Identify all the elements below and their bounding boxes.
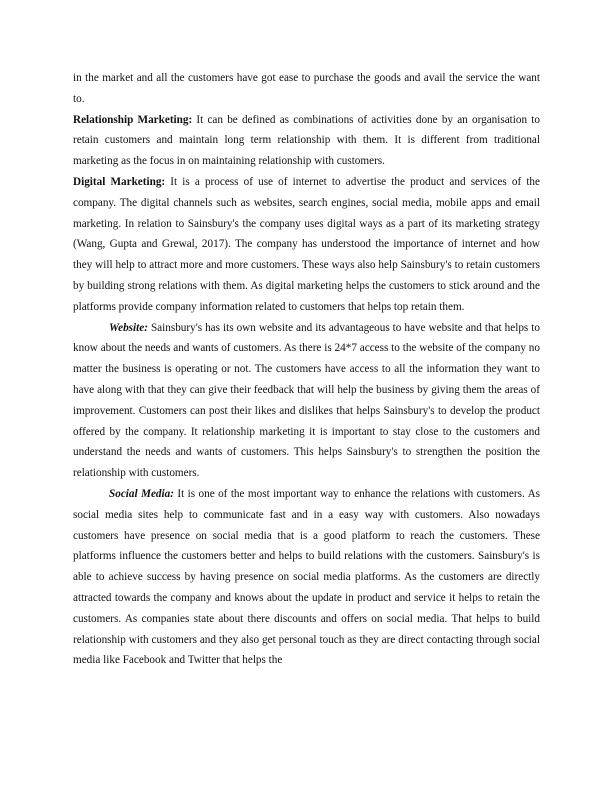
digital-marketing-heading: Digital Marketing: [73,175,166,188]
paragraph-digital-marketing [73,172,540,318]
paragraph-text: It is one of the most important way to enhance the relations with customers. As social media sites help to communicate fast and in a easy way with customers. Also nowadays customers have presence on social media that is a good platform to reach the customers. These platforms influence the customers better and helps to build relations with the customers. Sainsbury's is able to achieve success by having presence on social media platforms. As the customers are directly attracted towards the company and knows about the update in product and service it helps to retain the customers. As companies state about there discounts and offers on social media. That helps to build relationship with customers and they also get personal touch as they are direct contacting through social media like Facebook and Twitter that helps the [73,487,540,667]
paragraph-text: Sainsbury's has its own website and its advantageous to have website and that helps to know about the needs and wants of customers. As there is 24*7 access to the website of the company no matter the business is operating or not. The customers have access to all the information they want to have along with that they can give their feedback that will help the business by giving them the areas of improvement. Customers can post their likes and dislikes that helps Sainsbury's to develop the product offered by the company. It relationship marketing it is important to stay close to the customers and understand the needs and wants of customers. This helps Sainsbury's to strengthen the position the relationship with customers. [73,321,540,480]
document-page [73,68,540,671]
social-media-heading: Social Media: [109,487,174,500]
paragraph-website [73,318,540,484]
paragraph-text: in the market and all the customers have got ease to purchase the goods and avail the service the want to. [73,72,540,105]
paragraph-intro-continuation [73,68,540,110]
paragraph-relationship-marketing [73,110,540,172]
paragraph-social-media [73,484,540,671]
paragraph-text: It can be defined as combinations of activities done by an organisation to retain customers and maintain long term relationship with them. It is different from traditional marketing as the focus in on maintaining relationship with customers. [73,113,540,168]
relationship-marketing-heading: Relationship Marketing: [73,113,193,126]
paragraph-text: It is a process of use of internet to advertise the product and services of the company. The digital channels such as websites, search engines, social media, mobile apps and email marketing. In relation to Sainsbury's the company uses digital ways as a part of its marketing strategy (Wang, Gupta and Grewal, 2017). The company has understood the importance of internet and how they will help to attract more and more customers. These ways also help Sainsbury's to retain customers by building strong relations with them. As digital marketing helps the customers to stick around and the platforms provide company information related to customers that helps top retain them. [73,175,540,313]
website-heading: Website: [109,321,148,334]
